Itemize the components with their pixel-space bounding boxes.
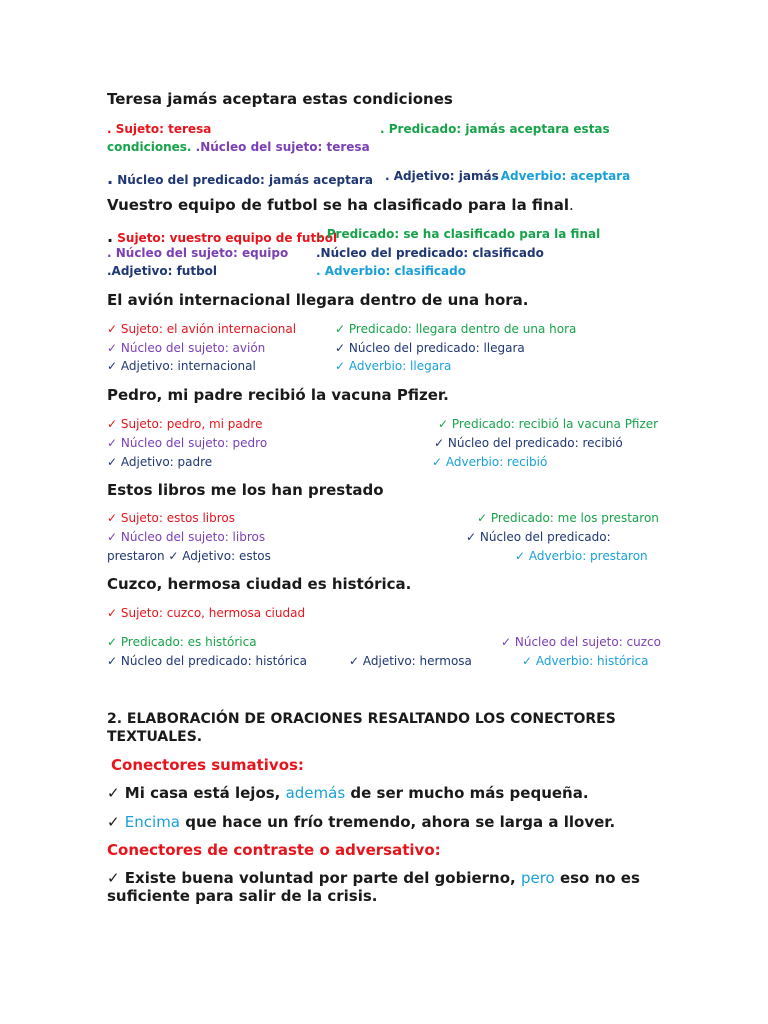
sum-ex2-post: que hace un frío tremendo, ahora se larga a llover.: [180, 813, 616, 831]
s2-adverbio: . Adverbio: clasificado: [316, 264, 466, 278]
connector-encima: Encima: [124, 813, 180, 831]
sum-ex1-post: de ser mucho más pequeña.: [345, 784, 589, 802]
s6-predicado: ✓ Predicado: es histórica: [107, 635, 257, 649]
s4-nucleo-sujeto: ✓ Núcleo del sujeto: pedro: [107, 436, 268, 450]
s1-predicado-cont: condiciones.: [107, 140, 192, 154]
sumativos-example-2: [107, 813, 615, 831]
sentence-4-title: Pedro, mi padre recibió la vacuna Pfizer.: [107, 386, 449, 404]
s6-nucleo-sujeto: ✓ Núcleo del sujeto: cuzco: [501, 635, 661, 649]
s2-sujeto-dot: .: [107, 227, 114, 246]
s2-sujeto: [107, 227, 337, 246]
sentence-5-title: Estos libros me los han prestado: [107, 481, 384, 499]
s2-nucleo-sujeto: . Núcleo del sujeto: equipo: [107, 246, 289, 260]
sumativos-example-1: [107, 784, 589, 802]
sentence-3-title: El avión internacional llegara dentro de una hora.: [107, 291, 529, 309]
s1-line2: [107, 140, 370, 154]
s2-nucleo-predicado: .Núcleo del predicado: clasificado: [316, 246, 544, 260]
s6-adjetivo: ✓ Adjetivo: hermosa: [349, 654, 472, 668]
sentence-1-title: Teresa jamás aceptara estas condiciones: [107, 90, 453, 108]
sentence-2-title: [107, 196, 574, 214]
s5-line3: [107, 549, 271, 563]
s3-adjetivo: ✓ Adjetivo: internacional: [107, 359, 256, 373]
s6-adverbio: ✓ Adverbio: histórica: [522, 654, 649, 668]
s4-adjetivo: ✓ Adjetivo: padre: [107, 455, 213, 469]
s6-nucleo-predicado: ✓ Núcleo del predicado: histórica: [107, 654, 307, 668]
s1-sujeto: . Sujeto: teresa: [107, 122, 212, 136]
sentence-6-title: Cuzco, hermosa ciudad es histórica.: [107, 575, 412, 593]
s1-np-dot: .: [107, 169, 114, 188]
connector-ademas: además: [285, 784, 346, 802]
s1-predicado: . Predicado: jamás aceptara estas: [380, 122, 610, 136]
s3-sujeto: ✓ Sujeto: el avión internacional: [107, 322, 297, 336]
s3-nucleo-sujeto: ✓ Núcleo del sujeto: avión: [107, 341, 266, 355]
s3-nucleo-predicado: ✓ Núcleo del predicado: llegara: [335, 341, 525, 355]
s1-nucleo-predicado: [107, 169, 373, 188]
s5-nucleo-pred-cont: prestaron: [107, 549, 165, 563]
s1-nucleo-sujeto: .Núcleo del sujeto: teresa: [191, 140, 370, 154]
sum-ex1-pre: ✓ Mi casa está lejos,: [107, 784, 286, 802]
s1-adjetivo: . Adjetivo: jamás: [385, 169, 499, 183]
s3-adverbio: ✓ Adverbio: llegara: [335, 359, 452, 373]
s2-title-end: .: [568, 196, 574, 214]
connector-pero: pero: [520, 869, 555, 887]
con-ex1-post: eso no es: [554, 869, 640, 887]
s5-sujeto: ✓ Sujeto: estos libros: [107, 511, 236, 525]
s2-predicado: . Predicado: se ha clasificado para la final: [318, 227, 601, 241]
s4-predicado: ✓ Predicado: recibió la vacuna Pfizer: [438, 417, 659, 431]
con-ex1-pre: ✓ Existe buena voluntad por parte del gobierno,: [107, 869, 521, 887]
s5-nucleo-sujeto: ✓ Núcleo del sujeto: libros: [107, 530, 266, 544]
part2-heading-line2: TEXTUALES.: [107, 729, 203, 745]
contraste-example-1: [107, 869, 640, 887]
s3-predicado: ✓ Predicado: llegara dentro de una hora: [335, 322, 577, 336]
s2-adjetivo: .Adjetivo: futbol: [107, 264, 218, 278]
sum-ex2-pre: ✓: [107, 813, 125, 831]
sumativos-label: Conectores sumativos:: [111, 756, 304, 774]
s1-adverbio: . Adverbio: aceptara: [492, 169, 631, 183]
s4-sujeto: ✓ Sujeto: pedro, mi padre: [107, 417, 263, 431]
s5-adverbio: ✓ Adverbio: prestaron: [515, 549, 648, 563]
s5-nucleo-predicado: ✓ Núcleo del predicado:: [466, 530, 611, 544]
s4-adverbio: ✓ Adverbio: recibió: [432, 455, 548, 469]
s5-adjetivo: ✓ Adjetivo: estos: [164, 549, 271, 563]
s1-np-text: Núcleo del predicado: jamás aceptara: [113, 173, 373, 187]
contraste-label: Conectores de contraste o adversativo:: [107, 841, 441, 859]
s5-predicado: ✓ Predicado: me los prestaron: [477, 511, 659, 525]
s2-sujeto-text: Sujeto: vuestro equipo de futbol: [113, 231, 338, 245]
s6-sujeto: ✓ Sujeto: cuzco, hermosa ciudad: [107, 606, 306, 620]
contraste-example-1-line2: suficiente para salir de la crisis.: [107, 887, 378, 905]
part2-heading-line1: 2. ELABORACIÓN DE ORACIONES RESALTANDO LOS CONECTORES: [107, 711, 616, 727]
s4-nucleo-predicado: ✓ Núcleo del predicado: recibió: [434, 436, 623, 450]
s2-title-text: Vuestro equipo de futbol se ha clasificado para la final: [107, 196, 569, 214]
